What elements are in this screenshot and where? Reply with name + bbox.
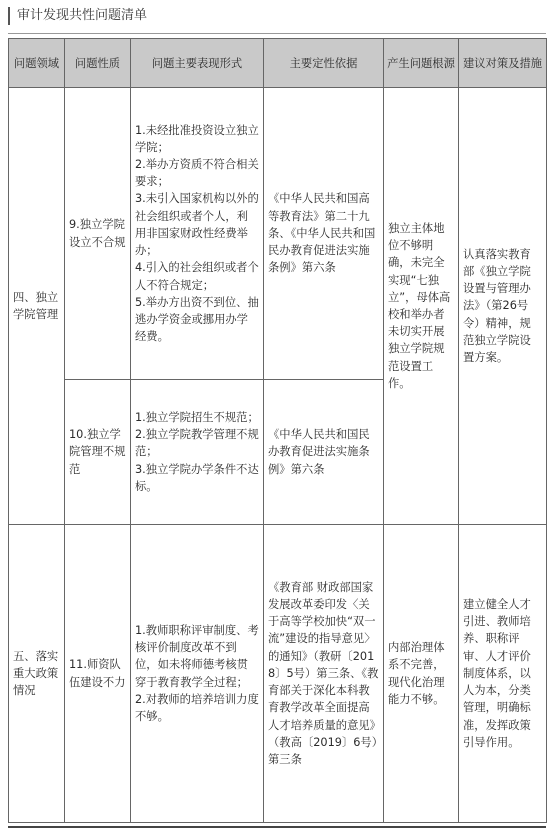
cell-domain-4: 四、独立学院管理 xyxy=(9,88,65,525)
title-rule xyxy=(8,33,546,34)
cell-forms-9: 1.未经批准投资设立独立学院； 2.举办方资质不符合相关要求； 3.未引入国家机构以外的社会组织或者个人，利用非国家财政性经费举办； 4.引入的社会组织或者个人不符合规定； 5.举办方出资不到位、抽逃办学资金或挪用办学经费。 xyxy=(131,88,264,380)
cell-advice-4: 认真落实教育部《独立学院设置与管理办法》（第26号令）精神，规范独立学院设置方案。 xyxy=(459,88,547,525)
table-row xyxy=(9,525,547,823)
header-nature: 问题性质 xyxy=(65,39,131,88)
issues-table xyxy=(8,38,547,823)
header-basis: 主要定性依据 xyxy=(264,39,384,88)
header-root: 产生问题根源 xyxy=(384,39,459,88)
cell-advice-5: 建立健全人才引进、教师培养、职称评审、人才评价制度体系，以人为本，分类管理，明确标准，发挥政策引导作用。 xyxy=(459,525,547,823)
cell-basis-11: 《教育部 财政部国家发展改革委印发〈关于高等学校加快“双一流”建设的指导意见〉的通知》（教研〔2018〕5号）第三条、《教育部关于深化本科教育教学改革全面提高人才培养质量的意见》（教高〔2019〕6号）第三条 xyxy=(264,525,384,823)
cell-root-4: 独立主体地位不够明确，未完全实现“七独立”，母体高校和举办者未切实开展独立学院规范设置工作。 xyxy=(384,88,459,525)
bottom-rule xyxy=(8,826,546,828)
header-domain: 问题领域 xyxy=(9,39,65,88)
header-forms: 问题主要表现形式 xyxy=(131,39,264,88)
table-row xyxy=(9,88,547,380)
cell-domain-5: 五、落实重大政策情况 xyxy=(9,525,65,823)
header-advice: 建议对策及措施 xyxy=(459,39,547,88)
cell-root-5: 内部治理体系不完善，现代化治理能力不够。 xyxy=(384,525,459,823)
table-header-row xyxy=(9,39,547,88)
cell-basis-9: 《中华人民共和国高等教育法》第二十九条、《中华人民共和国民办教育促进法实施条例》第六条 xyxy=(264,88,384,380)
cell-nature-11: 11.师资队伍建设不力 xyxy=(65,525,131,823)
cell-forms-11: 1.教师职称评审制度、考核评价制度改革不到位，如未将师德考核贯穿于教育教学全过程； 2.对教师的培养培训力度不够。 xyxy=(131,525,264,823)
cell-nature-9: 9.独立学院设立不合规 xyxy=(65,88,131,380)
cell-basis-10: 《中华人民共和国民办教育促进法实施条例》第六条 xyxy=(264,380,384,525)
cell-forms-10: 1.独立学院招生不规范； 2.独立学院教学管理不规范； 3.独立学院办学条件不达标。 xyxy=(131,380,264,525)
cell-nature-10: 10.独立学院管理不规范 xyxy=(65,380,131,525)
section-title: 审计发现共性问题清单 xyxy=(8,7,147,25)
